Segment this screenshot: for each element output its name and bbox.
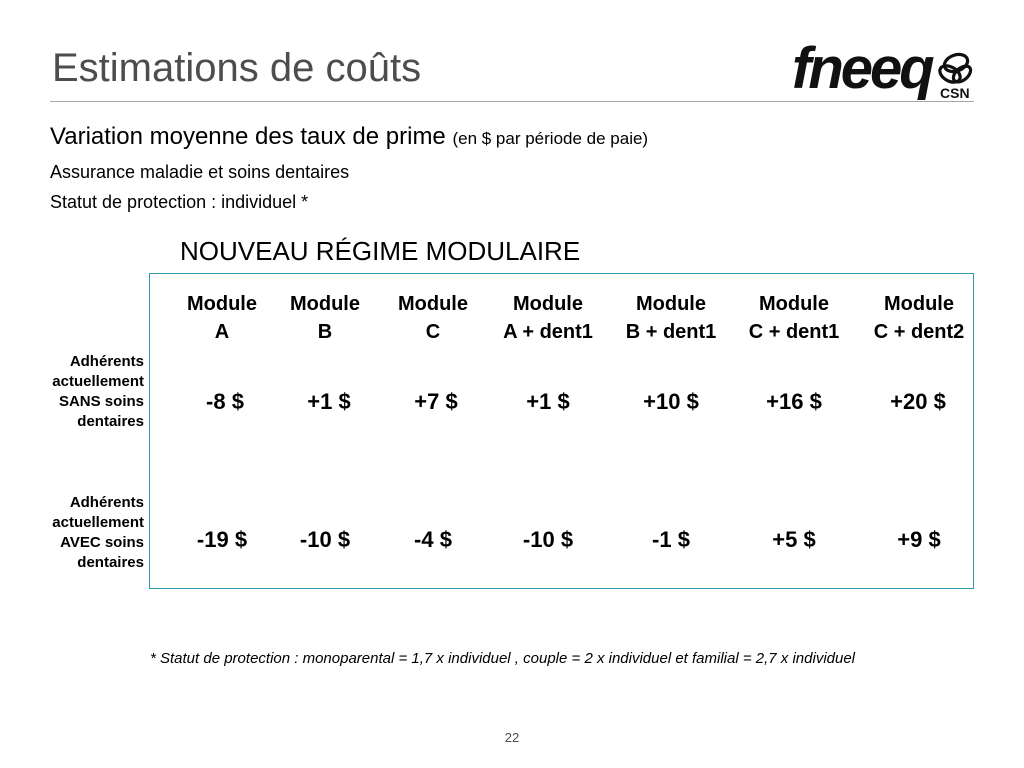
column-header-module-b-dent1 (606, 290, 736, 346)
title-divider (50, 101, 974, 102)
row-label-line: actuellement (52, 514, 144, 531)
logo-csn: CSN (940, 85, 970, 100)
page-number: 22 (504, 730, 520, 745)
column-header-line1: Module (513, 293, 583, 315)
column-header-module-c-dent2 (854, 290, 984, 346)
coverage-line: Assurance maladie et soins dentaires (50, 162, 350, 182)
column-header-line1: Module (290, 293, 360, 315)
regime-heading: NOUVEAU RÉGIME MODULAIRE (180, 236, 581, 266)
table-cell: -10 $ (299, 527, 351, 552)
table-cell: -1 $ (652, 527, 690, 552)
protection-status-line: Statut de protection : individuel * (50, 192, 309, 212)
row-label-without-dental (20, 352, 144, 432)
column-header-line1: Module (636, 293, 706, 315)
row-label-line: dentaires (77, 554, 144, 571)
table-cell: +20 $ (890, 389, 946, 414)
column-header-line1: Module (884, 293, 954, 315)
row-label-with-dental (20, 493, 144, 573)
table-cell: +7 $ (414, 389, 458, 414)
column-header-module-a-dent1 (483, 290, 613, 346)
column-header-line2: A (214, 321, 230, 343)
column-header-module-c (368, 290, 498, 346)
row-label-line: Adhérents (69, 353, 144, 370)
table-cell: -8 $ (206, 389, 244, 414)
table-cell: +10 $ (643, 389, 699, 414)
fneeq-csn-logo (790, 36, 976, 100)
table-cell: +9 $ (897, 527, 941, 552)
subtitle (50, 123, 648, 151)
subtitle-unit: (en $ par période de paie) (452, 129, 649, 148)
column-header-line2: B + dent1 (625, 321, 717, 343)
table-cell: +16 $ (766, 389, 822, 414)
knot-icon (937, 51, 974, 85)
row-label-line: actuellement (52, 373, 144, 390)
column-header-line2: C (425, 321, 441, 343)
column-header-line1: Module (759, 293, 829, 315)
column-header-line2: A + dent1 (503, 321, 593, 343)
table-cell: +5 $ (772, 527, 816, 552)
table-cell: +1 $ (526, 389, 570, 414)
column-header-line2: C + dent2 (873, 321, 965, 343)
logo-wordmark: fneeq (792, 36, 932, 100)
footnote: * Statut de protection : monoparental = 1,7 x individuel , couple = 2 x individuel et familial = 2,7 x individuel (150, 650, 856, 667)
slide-title: Estimations de coûts (52, 46, 422, 90)
table-cell: -4 $ (414, 527, 452, 552)
table-cell: -10 $ (522, 527, 574, 552)
column-header-line1: Module (398, 293, 468, 315)
row-label-line: SANS soins (58, 393, 144, 410)
row-label-line: dentaires (77, 413, 144, 430)
column-header-line1: Module (187, 293, 257, 315)
column-header-line2: B (317, 321, 333, 343)
row-label-line: Adhérents (69, 494, 144, 511)
column-header-module-c-dent1 (729, 290, 859, 346)
column-header-line2: C + dent1 (748, 321, 840, 343)
subtitle-main: Variation moyenne des taux de prime (50, 123, 446, 150)
table-cell: +1 $ (307, 389, 351, 414)
table-cell: -19 $ (196, 527, 248, 552)
row-label-line: AVEC soins (60, 534, 144, 551)
